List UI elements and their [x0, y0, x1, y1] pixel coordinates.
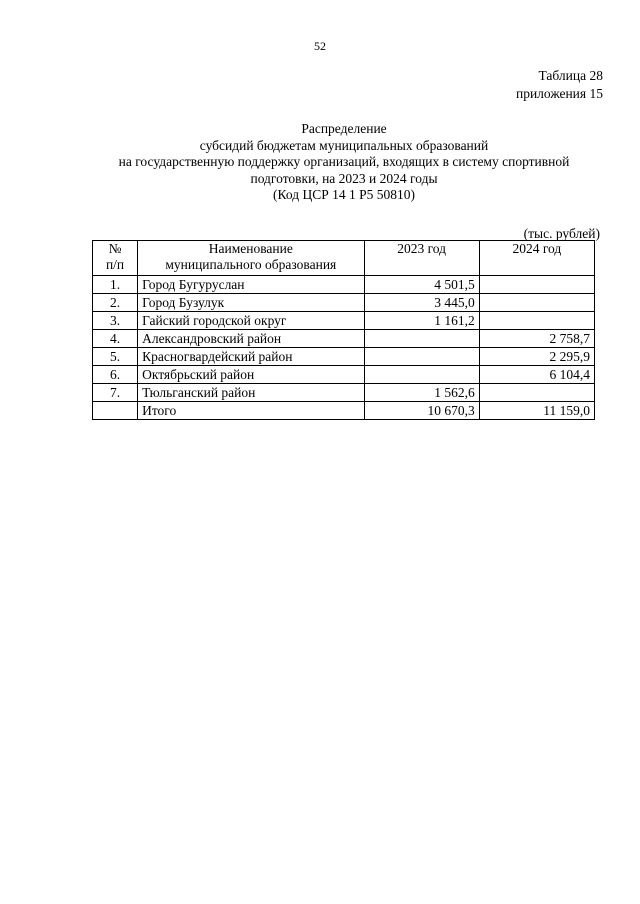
- row-name: Тюльганский район: [138, 384, 364, 402]
- row-number: 5.: [93, 348, 138, 366]
- row-name: Красногвардейский район: [138, 348, 364, 366]
- title-line5: (Код ЦСР 14 1 Р5 50810): [273, 187, 415, 202]
- table-row: [93, 312, 595, 330]
- row-value-2024: [479, 294, 594, 312]
- row-number: 4.: [93, 330, 138, 348]
- row-value-2023: 3 445,0: [364, 294, 479, 312]
- row-number: 1.: [93, 276, 138, 294]
- table-row: [93, 384, 595, 402]
- title-line3: на государственную поддержку организаций, входящих в систему спортивной: [118, 154, 570, 169]
- row-value-2024: 6 104,4: [479, 366, 594, 384]
- row-number: 2.: [93, 294, 138, 312]
- row-number: 6.: [93, 366, 138, 384]
- table-row: [93, 330, 595, 348]
- row-value-2023: 1 562,6: [364, 384, 479, 402]
- row-name: Город Бузулук: [138, 294, 364, 312]
- total-value-2023: 10 670,3: [364, 402, 479, 420]
- table-header-row: [93, 241, 595, 276]
- row-name: Октябрьский район: [138, 366, 364, 384]
- table-ref-line1: Таблица 28: [538, 68, 603, 83]
- row-name: Александровский район: [138, 330, 364, 348]
- total-number: [93, 402, 138, 420]
- table-ref-line2: приложения 15: [515, 86, 603, 101]
- row-name: Город Бугуруслан: [138, 276, 364, 294]
- row-value-2023: 1 161,2: [364, 312, 479, 330]
- subsidy-table: [92, 240, 595, 420]
- header-2024: 2024 год: [479, 241, 594, 276]
- table-row: [93, 276, 595, 294]
- total-label: Итого: [138, 402, 364, 420]
- header-number: [93, 241, 138, 276]
- header-2023: 2023 год: [364, 241, 479, 276]
- document-title: [92, 121, 596, 204]
- title-line2: субсидий бюджетам муниципальных образований: [199, 137, 489, 153]
- table-row: [93, 366, 595, 384]
- row-value-2024: [479, 384, 594, 402]
- row-name: Гайский городской округ: [138, 312, 364, 330]
- total-value-2024: 11 159,0: [479, 402, 594, 420]
- row-number: 7.: [93, 384, 138, 402]
- header-name-line2: муниципального образования: [165, 257, 337, 272]
- row-value-2023: [364, 330, 479, 348]
- table-reference: [516, 67, 603, 103]
- row-value-2023: 4 501,5: [364, 276, 479, 294]
- table-total-row: [93, 402, 595, 420]
- header-number-line1: №: [108, 241, 122, 256]
- row-value-2024: [479, 312, 594, 330]
- page-number: 52: [314, 39, 326, 53]
- title-line1: Распределение: [301, 121, 387, 136]
- units-note: (тыс. рублей): [523, 226, 600, 241]
- header-number-line2: п/п: [105, 257, 125, 272]
- row-value-2024: 2 758,7: [479, 330, 594, 348]
- title-line4: подготовки, на 2023 и 2024 годы: [250, 170, 438, 186]
- row-value-2023: [364, 366, 479, 384]
- header-name-line1: Наименование: [208, 241, 293, 256]
- table-row: [93, 348, 595, 366]
- row-value-2023: [364, 348, 479, 366]
- header-name: [138, 241, 364, 276]
- row-number: 3.: [93, 312, 138, 330]
- table-row: [93, 294, 595, 312]
- row-value-2024: [479, 276, 594, 294]
- row-value-2024: 2 295,9: [479, 348, 594, 366]
